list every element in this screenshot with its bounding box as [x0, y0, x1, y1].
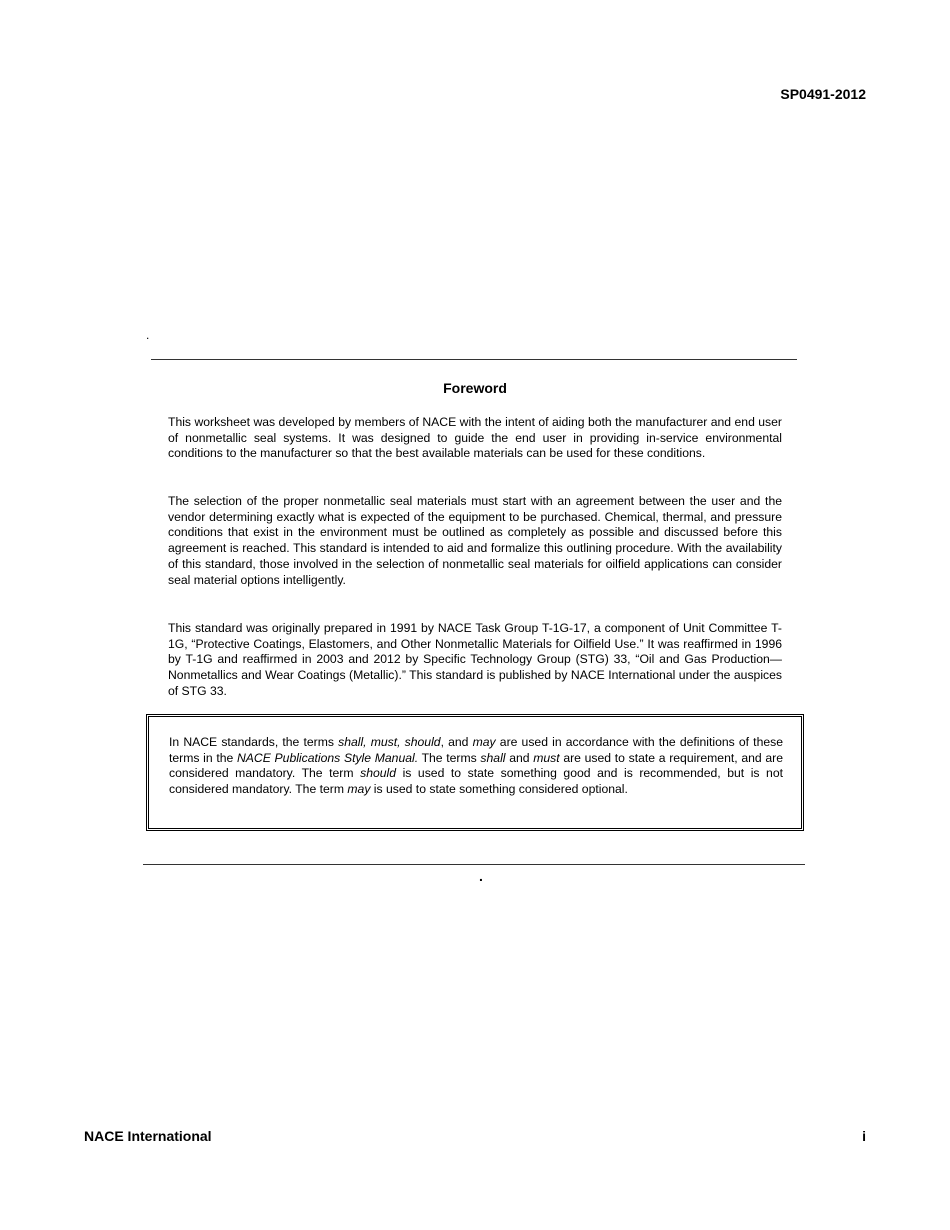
note-text-segment: are used to state a requirement, and are considered mandatory. The term [169, 750, 783, 781]
note-text-segment: The terms [418, 750, 481, 765]
terminology-note-box [146, 714, 804, 831]
foreword-title: Foreword [443, 380, 507, 396]
note-text-segment: and [505, 750, 534, 765]
foreword-paragraph-2: The selection of the proper nonmetallic seal materials must start with an agreement between the user and the vendor determining exactly what is expected of the equipment to be purchased. Chemical, thermal, and pressure conditions that exist in the environment must be outlined as completely as possible and discussed before this agreement is reached. This standard is intended to aid and formalize this outlining procedure. With the availability of this standard, those involved in the selection of nonmetallic seal materials for oilfield applications can consider seal material options intelligently. [168, 494, 782, 587]
note-text-segment: is used to state something considered optional. [370, 782, 628, 797]
note-term-should: should [360, 766, 397, 781]
footer-organization: NACE International [84, 1128, 212, 1144]
footer-page-number: i [862, 1128, 866, 1144]
note-term-may: may [347, 782, 371, 797]
top-dot-mark: . [146, 328, 150, 342]
top-divider [151, 359, 797, 360]
note-text-segment: , and [440, 735, 473, 749]
note-term-list: shall, must, should [338, 735, 441, 749]
note-text-segment: are used in accordance with the definitions of these terms in the [169, 735, 784, 765]
note-text-segment: In NACE standards, the terms [169, 735, 339, 749]
note-term-must: must [533, 750, 560, 765]
bottom-dot-mark: . [479, 868, 483, 884]
terminology-note-text [169, 735, 783, 798]
foreword-paragraph-3: This standard was originally prepared in 1991 by NACE Task Group T-1G-17, a component of Unit Committee T-1G, “Protective Coatings, Elastomers, and Other Nonmetallic Materials for Oilfield Use.” It was reaffirmed in 1996 by T-1G and reaffirmed in 2003 and 2012 by Specific Technology Group (STG) 33, “Oil and Gas Production—Nonmetallics and Wear Coatings (Metallic).” This standard is published by NACE International under the auspices of STG 33. [168, 621, 782, 698]
document-id: SP0491-2012 [780, 86, 866, 102]
note-term-shall: shall [480, 750, 506, 765]
foreword-paragraph-1: This worksheet was developed by members of NACE with the intent of aiding both the manufacturer and end user of nonmetallic seal systems. It was designed to guide the end user in providing in-service environmental conditions to the manufacturer so that the best available materials can be used for these conditions. [168, 415, 782, 461]
note-term-may: may [472, 735, 496, 749]
note-text-segment: is used to state something good and is recommended, but is not considered mandatory. The term [169, 766, 784, 797]
bottom-divider [143, 864, 805, 865]
note-style-manual: NACE Publications Style Manual. [236, 750, 419, 765]
